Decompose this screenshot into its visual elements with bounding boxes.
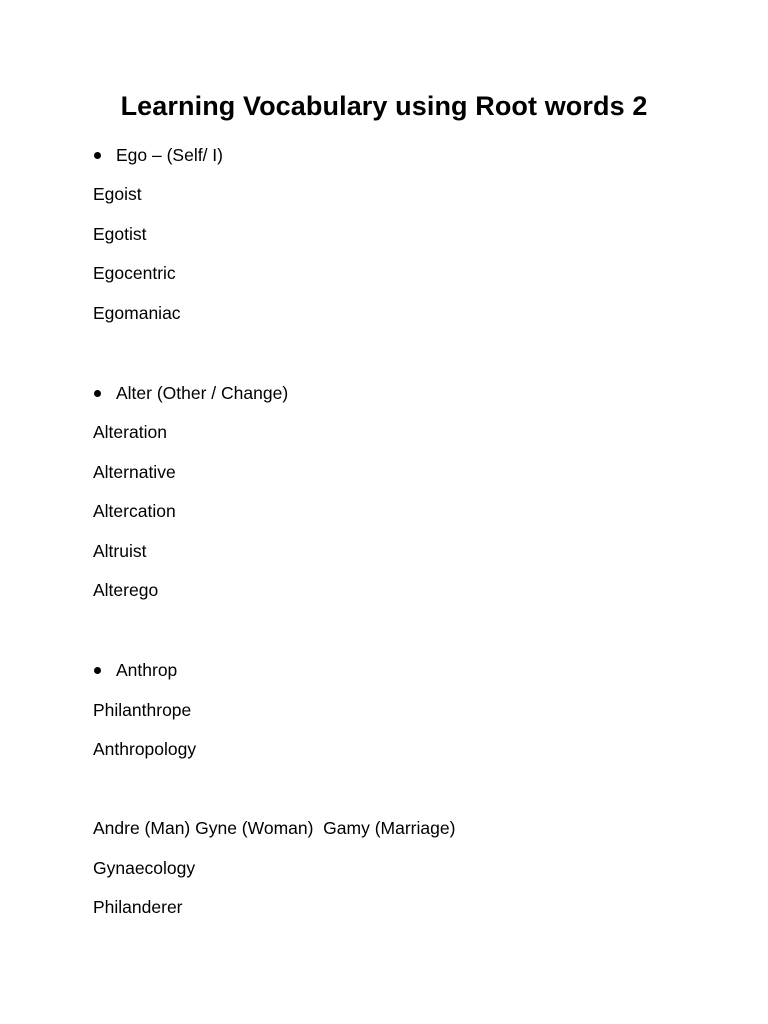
bullet-icon: [94, 152, 101, 159]
word-item: Egocentric: [93, 263, 176, 283]
section-heading-label: Alter (Other / Change): [116, 383, 289, 403]
word-item: Altercation: [93, 501, 176, 521]
page-title: Learning Vocabulary using Root words 2: [120, 91, 648, 121]
bullet-icon: [94, 667, 101, 674]
word-item: Altruist: [93, 541, 147, 561]
word-item: Gynaecology: [93, 858, 196, 878]
word-item: Alternative: [93, 462, 176, 482]
word-item: Philanthrope: [93, 700, 192, 720]
word-item: Alterego: [93, 580, 159, 600]
word-item: Alteration: [93, 422, 167, 442]
section-heading-label: Ego – (Self/ I): [116, 145, 223, 165]
bullet-icon: [94, 390, 101, 397]
word-item: Egomaniac: [93, 303, 181, 323]
section-heading-anthrop: [93, 658, 177, 682]
section-heading-alter: [93, 381, 288, 405]
word-item: Anthropology: [93, 739, 197, 759]
word-item: Andre (Man) Gyne (Woman) Gamy (Marriage): [93, 818, 456, 838]
section-heading-label: Anthrop: [116, 660, 178, 680]
word-item: Egoist: [93, 184, 142, 204]
section-heading-ego: [93, 143, 223, 167]
word-item: Philanderer: [93, 897, 183, 917]
word-item: Egotist: [93, 224, 147, 244]
